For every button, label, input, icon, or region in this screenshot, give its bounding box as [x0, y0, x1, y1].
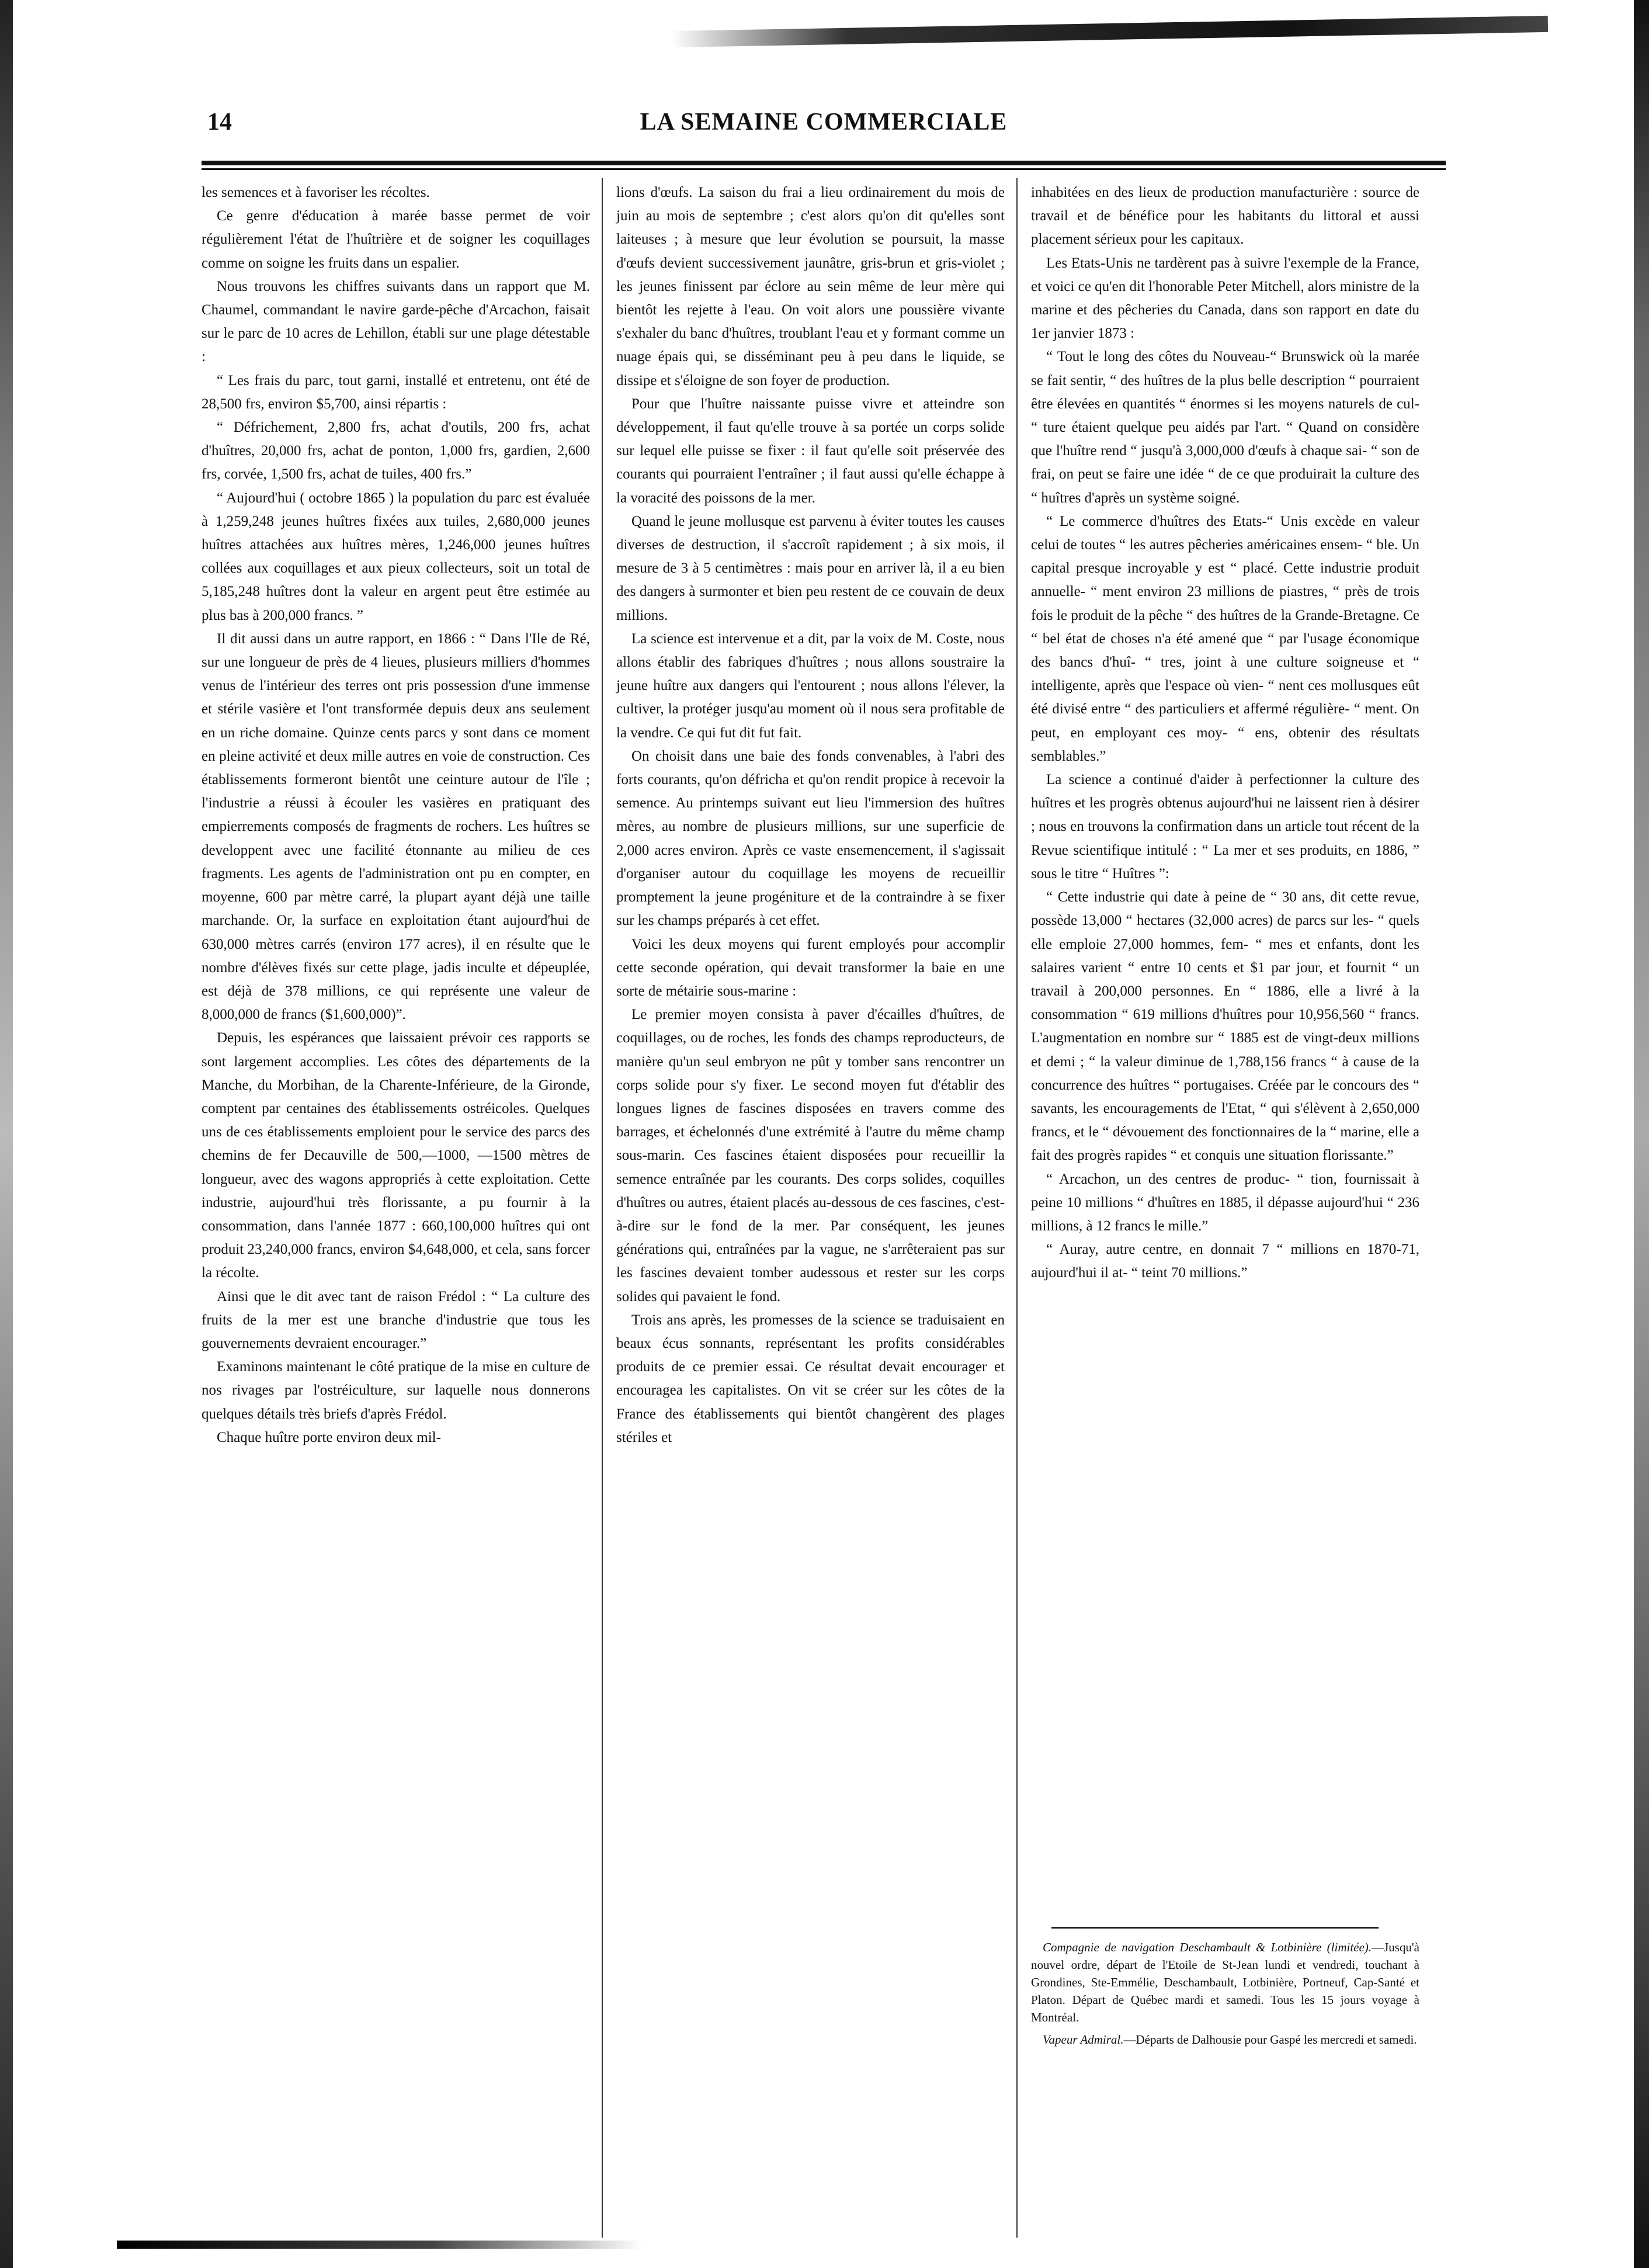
paragraph: Nous trouvons les chiffres suivants dans un rapport que M. Chaumel, commandant le navire garde-pêche d'Arcachon, faisait sur le parc de 10 acres de Lehillon, établi sur une plage détestable : — [202, 278, 590, 365]
notice-company: Vapeur Admiral. — [1043, 2033, 1124, 2047]
scan-edge-top — [672, 16, 1548, 47]
paragraph: On choisit dans une baie des fonds convenables, à l'abri des forts courants, qu'on défricha et qu'on rendit propice à recevoir la semence. Au printemps suivant eut lieu l'immersion des huîtres mères, au nombre de plusieurs millions, sur une superficie de 2,000 acres environ. Après ce vaste ensemencement, il s'agissait d'organiser autour du coquillage les moyens de recueillir promptement la jeune progéniture et de la contraindre à se fixer sur les champs préparés à cet effet. — [616, 748, 1005, 929]
paragraph: Depuis, les espérances que laissaient prévoir ces rapports se sont largement accomplies. Les côtes des départements de la Manche, du Morbihan, de la Charente-Inférieure, de la Gironde, comptent par centaines des établissements ostréicoles. Quelques uns de ces établissements emploient pour le service des parcs des chemins de fer Decauville de 500,—1000, —1500 mètres de longueur, avec des wagons appropriés à cette exploitation. Cette industrie, aujourd'hui très florissante, a pu fournir à la consommation, dans l'année 1877 : 660,100,000 huîtres qui ont produit 23,240,000 francs, environ $4,648,000, et cela, sans forcer la récolte. — [202, 1030, 590, 1281]
paragraph: “ Défrichement, 2,800 frs, achat d'outils, 200 frs, achat d'huîtres, 20,000 frs, achat de ponton, 1,000 frs, gardien, 2,600 frs, corvée, 1,500 frs, achat de tuiles, 400 frs.” — [202, 419, 590, 483]
paragraph: Ce genre d'éducation à marée basse permet de voir régulièrement l'état de l'huîtrière et de soigner les coquillages comme on soigne les fruits dans un espalier. — [202, 208, 590, 271]
column-divider — [602, 178, 603, 2238]
page-number: 14 — [207, 109, 232, 136]
shipping-notice — [1031, 1938, 1419, 2026]
paragraph: “ Les frais du parc, tout garni, installé et entretenu, ont été de 28,500 frs, environ $5,700, ainsi répartis : — [202, 372, 590, 412]
shipping-notice — [1031, 2031, 1419, 2048]
text-column-1 — [202, 181, 590, 1449]
text-column-3 — [1031, 181, 1419, 1285]
paragraph: lions d'œufs. La saison du frai a lieu ordinairement du mois de juin au mois de septembre ; c'est alors qu'on dit qu'elles sont laiteuses ; à mesure que leur évolution se poursuit, la masse d'œufs devient successivement jaunâtre, gris-brun et gris-violet ; les jeunes finissent par éclore au sein même de leur mère qui bientôt les rejette à l'eau. On voit alors une poussière vivante s'exhaler du banc d'huîtres, troublant l'eau et y formant comme un nuage épais qui, se disséminant peu à peu dans le liquide, se dissipe et s'éloigne de son foyer de production. — [616, 185, 1005, 389]
paragraph: Ainsi que le dit avec tant de raison Frédol : “ La culture des fruits de la mer est une branche d'industrie que tous les gouvernements devraient encourager.” — [202, 1288, 590, 1351]
paragraph: Le premier moyen consista à paver d'écailles d'huîtres, de coquillages, ou de roches, les fonds des champs reproducteurs, de manière qu'un seul embryon ne pût y tomber sans rencontrer un corps solide pour s'y fixer. Le second moyen fut d'établir des longues lignes de fascines disposées en travers comme des barrages, et échelonnés d'une extrémité à l'autre du même champ sous-marin. Ces fascines étaient disposées pour recueillir la semence entraînée par les courants. Des corps solides, coquilles d'huîtres ou autres, étaient placés au-dessous de ces fascines, c'est-à-dire sur le fond de la mer. Par conséquent, les jeunes générations qui, entraînées par la vague, ne s'arrêteraient pas sur les fascines devaient tomber audessous et rester sur les corps solides qui pavaient le fond. — [616, 1007, 1005, 1305]
paragraph: Voici les deux moyens qui furent employés pour accomplir cette seconde opération, qui devait transformer la baie en une sorte de métairie sous-marine : — [616, 936, 1005, 999]
paragraph: Pour que l'huître naissante puisse vivre et atteindre son développement, il faut qu'elle trouve à sa portée un corps solide sur lequel elle puisse se fixer : il faut qu'elle soit préservée des courants qui pourraient l'entraîner ; il faut aussi qu'elle échappe à la voracité des poissons de la mer. — [616, 396, 1005, 506]
paragraph: Trois ans après, les promesses de la science se traduisaient en beaux écus sonnants, représentant les profits considérables produits de ce premier essai. Ce résultat devait encourager et encouragea les capitalistes. On vit se créer sur les côtes de la France des établissements qui bientôt changèrent des plages stériles et — [616, 1312, 1005, 1445]
column-divider — [1016, 178, 1018, 2238]
paragraph: Quand le jeune mollusque est parvenu à éviter toutes les causes diverses de destruction, il s'accroît rapidement ; à six mois, il mesure de 3 à 5 centimètres : mais pour en arriver là, il a eu bien des dangers à surmonter et bien peu restent de ce couvain de deux millions. — [616, 513, 1005, 623]
paragraph: “ Auray, autre centre, en donnait 7 “ millions en 1870-71, aujourd'hui il at- “ teint 70 millions.” — [1031, 1241, 1419, 1281]
paragraph: Chaque huître porte environ deux mil- — [217, 1429, 441, 1445]
notices-divider — [1051, 1927, 1379, 1929]
text-column-2 — [616, 181, 1005, 1449]
header-rule-thin — [202, 168, 1446, 170]
paragraph: Examinons maintenant le côté pratique de la mise en culture de nos rivages par l'ostréiculture, sur laquelle nous donnerons quelques détails très briefs d'après Frédol. — [202, 1359, 590, 1422]
paragraph: “ Tout le long des côtes du Nouveau-“ Brunswick où la marée se fait sentir, “ des huîtres de la plus belle description “ pourraient être élevées en quantités “ énormes si les moyens naturels de cul- “ ture étaient quelque peu aidés par l'art. “ Quand on considère que l'huître rend “ jusqu'à 3,000,000 d'œufs à chaque sai- “ son de frai, on peut se faire une idée “ de ce que produirait la culture des “ huîtres d'après un système soigné. — [1031, 349, 1419, 506]
paragraph: “ Cette industrie qui date à peine de “ 30 ans, dit cette revue, possède 13,000 “ hectares (32,000 acres) de parcs sur les- “ quels elle emploie 27,000 hommes, fem- “ mes et enfants, dont les salaires varient “ entre 10 cents et $1 par jour, et fournit “ un travail à 200,000 personnes. En “ 1886, elle a livré à la consommation “ 619 millions d'huîtres pour 10,956,560 “ francs. L'augmentation en nombre sur “ 1885 est de vingt-deux millions et demi ; “ la valeur diminue de 1,788,156 francs “ à cause de la concurrence des huîtres “ portugaises. Créée par le concours des “ savants, les encouragements de l'Etat, “ qui s'élèvent à 2,650,000 francs, et le “ dévouement des fonctionnaires de la “ marine, elle a fait des progrès rapides “ et conquis une situation florissante.” — [1031, 889, 1419, 1164]
paragraph: les semences et à favoriser les récoltes. — [202, 185, 430, 200]
scan-edge-bottom — [117, 2241, 643, 2249]
paragraph: “ Aujourd'hui ( octobre 1865 ) la population du parc est évaluée à 1,259,248 jeunes huîtres fixées aux tuiles, 2,680,000 jeunes huîtres attachées aux huîtres mères, 1,246,000 jeunes huîtres collées aux coquillages et aux pieux collecteurs, soit un total de 5,185,248 huîtres dont la valeur en argent peut être estimée au plus bas à 200,000 francs. ” — [202, 490, 590, 623]
scan-edge-left — [0, 0, 13, 2268]
page-header — [202, 102, 1446, 155]
header-rule — [202, 161, 1446, 165]
scan-edge-right — [1634, 0, 1649, 2268]
paragraph: “ Le commerce d'huîtres des Etats-“ Unis excède en valeur celui de toutes “ les autres pêcheries américaines ensem- “ ble. Un capital presque incroyable y est “ placé. Cette industrie produit annuelle- “ ment environ 23 millions de piastres, “ près de trois fois le produit de la pêche “ des huîtres de la Grande-Bretagne. Ce “ bel état de choses n'a été amené que “ par l'usage économique des bancs d'huî- “ tres, joint à une culture soigneuse et “ intelligente, après que l'espace où vien- “ nent ces mollusques eût été divisé entre “ des particuliers et affermé régulière- “ ment. On peut, en employant ces moy- “ ens, obtenir des résultats semblables.” — [1031, 513, 1419, 764]
shipping-notices — [1031, 1938, 1419, 2053]
paragraph: inhabitées en des lieux de production manufacturière : source de travail et de bénéfice pour les habitants du littoral et aussi placement sérieux pour les capitaux. — [1031, 185, 1419, 248]
paragraph: La science a continué d'aider à perfectionner la culture des huîtres et les progrès obtenus aujourd'hui ne laissent rien à désirer ; nous en trouvons la confirmation dans un article tout récent de la Revue scientifique intitulé : “ La mer et ses produits, en 1886, ” sous le titre “ Huîtres ”: — [1031, 772, 1419, 882]
notice-text: —Départs de Dalhousie pour Gaspé les mercredi et samedi. — [1123, 2033, 1417, 2047]
paragraph: Les Etats-Unis ne tardèrent pas à suivre l'exemple de la France, et voici ce qu'en dit l'honorable Peter Mitchell, alors ministre de la marine et des pêcheries du Canada, dans son rapport en date du 1er janvier 1873 : — [1031, 255, 1419, 342]
paragraph: “ Arcachon, un des centres de produc- “ tion, fournissait à peine 10 millions “ d'huîtres en 1885, il dépasse aujourd'hui “ 236 millions, à 12 francs le mille.” — [1031, 1171, 1419, 1234]
notice-company: Compagnie de navigation Deschambault & Lotbinière (limitée). — [1043, 1940, 1372, 1954]
page-title: LA SEMAINE COMMERCIALE — [640, 109, 1008, 136]
notice-text: —Jusqu'à nouvel ordre, départ de l'Etoile de St-Jean lundi et vendredi, touchant à Grondines, Ste-Emmélie, Deschambault, Lotbinière, Portneuf, Cap-Santé et Platon. Départ de Québec mardi et samedi. Tous les 15 jours voyage à Montréal. — [1031, 1940, 1419, 2024]
paragraph: Il dit aussi dans un autre rapport, en 1866 : “ Dans l'Ile de Ré, sur une longueur de près de 4 lieues, plusieurs milliers d'hommes venus de l'intérieur des terres ont pris possession d'une immense et stérile vasière et l'ont transformée depuis deux ans seulement en un riche domaine. Quinze cents parcs y sont dans ce moment en pleine activité et deux mille autres en voie de construction. Ces établissements formeront bientôt une ceinture autour de l'île ; l'industrie a réussi à écouler les vasières en pratiquant des empierrements composés de fragments de rochers. Les huîtres se developpent avec une facilité étonnante au milieu de ces fragments. Les agents de l'administration ont pu en compter, en moyenne, 600 par mètre carré, la plupart ayant déjà une taille marchande. Or, la surface en exploitation étant aujourd'hui de 630,000 mètres carrés (environ 177 acres), il en résulte que le nombre d'élèves fixés sur cette plage, jadis inculte et dépeuplée, est déjà de 378 millions, ce qui représente une valeur de 8,000,000 de francs ($1,600,000)”. — [202, 630, 590, 1023]
paragraph: La science est intervenue et a dit, par la voix de M. Coste, nous allons établir des fabriques d'huîtres ; nous allons soustraire la jeune huître aux dangers qui l'entourent ; nous allons l'élever, la cultiver, la protéger jusqu'au moment où il nous sera profitable de la vendre. Ce qui fut dit fut fait. — [616, 630, 1005, 741]
